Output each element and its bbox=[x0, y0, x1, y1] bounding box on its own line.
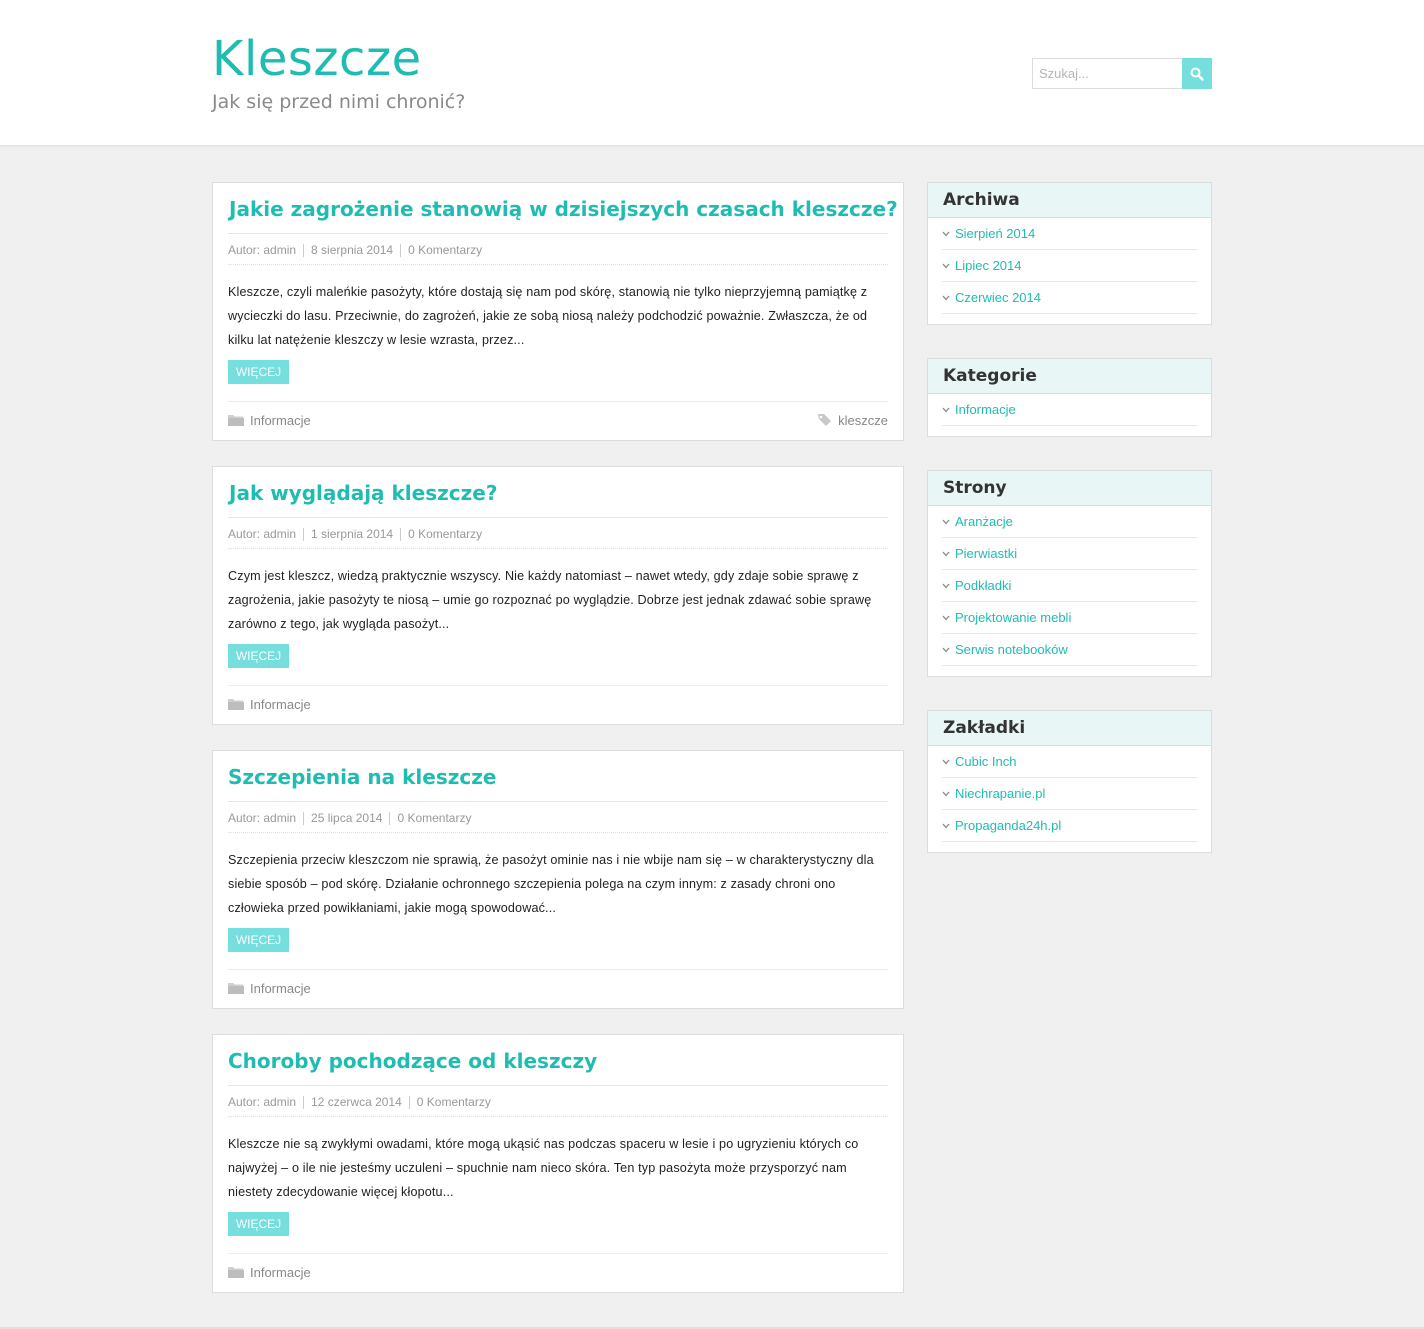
post-category bbox=[228, 980, 311, 996]
link-item bbox=[942, 746, 1197, 778]
page-link[interactable]: Pierwiastki bbox=[955, 546, 1018, 561]
post-title-link[interactable]: Szczepienia na kleszcze bbox=[228, 765, 497, 789]
read-more-button[interactable]: WIĘCEJ bbox=[228, 644, 289, 668]
post-excerpt: Kleszcze, czyli maleńkie pasożyty, które dostają się nam pod skórę, stanowią nie tylko nieprzyjemną pamiątkę z wycieczki do lasu. Przeciwnie, do zagrożeń, jakie ze sobą niosą należy podchodzić poważnie. Zwłaszcza, że od kilku lat natężenie kleszczy w lesie wzrasta, przez... bbox=[228, 285, 868, 347]
divider bbox=[228, 264, 888, 265]
post-author[interactable]: Autor: admin bbox=[228, 527, 297, 541]
category-link[interactable]: Informacje bbox=[250, 1264, 311, 1280]
site-header bbox=[0, 0, 1424, 146]
categories-widget bbox=[927, 358, 1212, 437]
divider bbox=[228, 832, 888, 833]
tag-link[interactable]: kleszcze bbox=[838, 412, 888, 428]
divider bbox=[228, 548, 888, 549]
widget-title: Kategorie bbox=[928, 359, 1211, 394]
post-category bbox=[228, 696, 311, 712]
post-title[interactable] bbox=[229, 479, 887, 507]
chevron-down-icon bbox=[942, 519, 950, 525]
post-comments[interactable]: 0 Komentarzy bbox=[397, 811, 472, 825]
archives-widget bbox=[927, 182, 1212, 325]
link-item bbox=[942, 778, 1197, 810]
pages-widget bbox=[927, 470, 1212, 677]
post-date[interactable]: 8 sierpnia 2014 bbox=[311, 243, 394, 257]
bookmark-link[interactable]: Propaganda24h.pl bbox=[955, 818, 1062, 833]
divider bbox=[228, 1116, 888, 1117]
meta-separator bbox=[303, 812, 304, 825]
category-item bbox=[942, 394, 1197, 426]
page-link[interactable]: Projektowanie mebli bbox=[955, 610, 1072, 625]
archive-item bbox=[942, 282, 1197, 314]
category-link[interactable]: Informacje bbox=[250, 412, 311, 428]
post-meta bbox=[228, 811, 471, 825]
folder-icon bbox=[228, 982, 244, 994]
categories-list bbox=[928, 394, 1211, 436]
post-card bbox=[212, 466, 904, 725]
page-item bbox=[942, 634, 1197, 666]
post-title[interactable] bbox=[228, 1047, 887, 1075]
post-category bbox=[228, 412, 311, 428]
links-widget bbox=[927, 710, 1212, 853]
post-meta bbox=[228, 1095, 491, 1109]
divider bbox=[228, 517, 888, 518]
post-title-link[interactable]: Jakie zagrożenie stanowią w dzisiejszych czasach kleszcze? bbox=[229, 197, 898, 221]
page-item bbox=[942, 570, 1197, 602]
read-more-button[interactable]: WIĘCEJ bbox=[228, 928, 289, 952]
page-item bbox=[942, 538, 1197, 570]
post-title-link[interactable]: Choroby pochodzące od kleszczy bbox=[228, 1049, 598, 1073]
chevron-down-icon bbox=[942, 263, 950, 269]
divider bbox=[228, 685, 888, 686]
post-excerpt: Szczepienia przeciw kleszczom nie sprawią, że pasożyt ominie nas i nie wbije nam się – w charakterystyczny dla siebie sposób – pod skórę. Działanie ochronnego szczepienia polega na czym innym: z zasady chroni ono człowieka przed powikłaniami, jakie mogą spowodować... bbox=[228, 853, 874, 915]
post-tags bbox=[817, 412, 888, 428]
widget-title: Zakładki bbox=[928, 711, 1211, 746]
chevron-down-icon bbox=[942, 231, 950, 237]
search-input[interactable] bbox=[1032, 58, 1182, 89]
site-title[interactable]: Kleszcze bbox=[212, 31, 422, 87]
post-meta bbox=[228, 243, 482, 257]
widget-title: Strony bbox=[928, 471, 1211, 506]
category-link[interactable]: Informacje bbox=[955, 402, 1016, 417]
folder-icon bbox=[228, 414, 244, 426]
post-date[interactable]: 25 lipca 2014 bbox=[311, 811, 383, 825]
site-description: Jak się przed nimi chronić? bbox=[212, 91, 466, 113]
chevron-down-icon bbox=[942, 407, 950, 413]
page-link[interactable]: Serwis notebooków bbox=[955, 642, 1068, 657]
post-excerpt: Kleszcze nie są zwykłymi owadami, które mogą ukąsić nas podczas spaceru w lesie i po ugryzieniu których co najwyżej – o ile nie jesteśmy uczuleni – spuchnie nam nieco skóra. Ten typ pasożyta może przysporzyć nam niestety zdecydowanie więcej kłopotu... bbox=[228, 1137, 859, 1199]
folder-icon bbox=[228, 1266, 244, 1278]
read-more-button[interactable]: WIĘCEJ bbox=[228, 1212, 289, 1236]
post-category bbox=[228, 1264, 311, 1280]
archive-link[interactable]: Sierpień 2014 bbox=[955, 226, 1036, 241]
divider bbox=[228, 1253, 888, 1254]
archives-list bbox=[928, 218, 1211, 324]
post-comments[interactable]: 0 Komentarzy bbox=[408, 527, 483, 541]
search-button[interactable] bbox=[1182, 58, 1212, 89]
bookmark-link[interactable]: Cubic Inch bbox=[955, 754, 1017, 769]
archive-link[interactable]: Lipiec 2014 bbox=[955, 258, 1022, 273]
chevron-down-icon bbox=[942, 647, 950, 653]
meta-separator bbox=[303, 528, 304, 541]
post-title[interactable] bbox=[229, 195, 898, 223]
pages-list bbox=[928, 506, 1211, 676]
meta-separator bbox=[303, 244, 304, 257]
post-meta bbox=[228, 527, 482, 541]
post-date[interactable]: 1 sierpnia 2014 bbox=[311, 527, 394, 541]
page-link[interactable]: Podkładki bbox=[955, 578, 1012, 593]
chevron-down-icon bbox=[942, 295, 950, 301]
meta-separator bbox=[400, 244, 401, 257]
page-item bbox=[942, 506, 1197, 538]
page-item bbox=[942, 602, 1197, 634]
divider bbox=[228, 1085, 888, 1086]
divider bbox=[228, 969, 888, 970]
archive-link[interactable]: Czerwiec 2014 bbox=[955, 290, 1041, 305]
tag-icon bbox=[817, 413, 832, 427]
divider bbox=[228, 401, 888, 402]
post-card bbox=[212, 1034, 904, 1293]
link-item bbox=[942, 810, 1197, 842]
chevron-down-icon bbox=[942, 615, 950, 621]
search-icon bbox=[1190, 67, 1204, 81]
post-author[interactable]: Autor: admin bbox=[228, 811, 297, 825]
read-more-button[interactable]: WIĘCEJ bbox=[228, 360, 289, 384]
links-list bbox=[928, 746, 1211, 852]
meta-separator bbox=[389, 812, 390, 825]
divider bbox=[228, 233, 888, 234]
category-link[interactable]: Informacje bbox=[250, 696, 311, 712]
chevron-down-icon bbox=[942, 791, 950, 797]
chevron-down-icon bbox=[942, 823, 950, 829]
post-title[interactable] bbox=[228, 763, 887, 791]
post-excerpt: Czym jest kleszcz, wiedzą praktycznie wszyscy. Nie każdy natomiast – nawet wtedy, gdy zdaje sobie sprawę z zagrożenia, jakie pasożyty te niosą – umie go rozpoznać po wyglądzie. Dobrze jest jednak zdawać sobie sprawę zarówno z tego, jak wygląda pasożyt... bbox=[228, 569, 872, 631]
chevron-down-icon bbox=[942, 759, 950, 765]
post-comments[interactable]: 0 Komentarzy bbox=[416, 1095, 491, 1109]
post-card bbox=[212, 182, 904, 441]
post-title-link[interactable]: Jak wyglądają kleszcze? bbox=[229, 481, 498, 505]
page-link[interactable]: Aranżacje bbox=[955, 514, 1013, 529]
folder-icon bbox=[228, 698, 244, 710]
archive-item bbox=[942, 218, 1197, 250]
widget-title: Archiwa bbox=[928, 183, 1211, 218]
chevron-down-icon bbox=[942, 551, 950, 557]
post-comments[interactable]: 0 Komentarzy bbox=[408, 243, 483, 257]
meta-separator bbox=[400, 528, 401, 541]
divider bbox=[228, 801, 888, 802]
chevron-down-icon bbox=[942, 583, 950, 589]
archive-item bbox=[942, 250, 1197, 282]
meta-separator bbox=[409, 1096, 410, 1109]
post-author[interactable]: Autor: admin bbox=[228, 243, 297, 257]
post-card bbox=[212, 750, 904, 1009]
meta-separator bbox=[303, 1096, 304, 1109]
category-link[interactable]: Informacje bbox=[250, 980, 311, 996]
search-form bbox=[1032, 58, 1212, 89]
post-author[interactable]: Autor: admin bbox=[228, 1095, 297, 1109]
post-date[interactable]: 12 czerwca 2014 bbox=[311, 1095, 402, 1109]
bookmark-link[interactable]: Niechrapanie.pl bbox=[955, 786, 1046, 801]
